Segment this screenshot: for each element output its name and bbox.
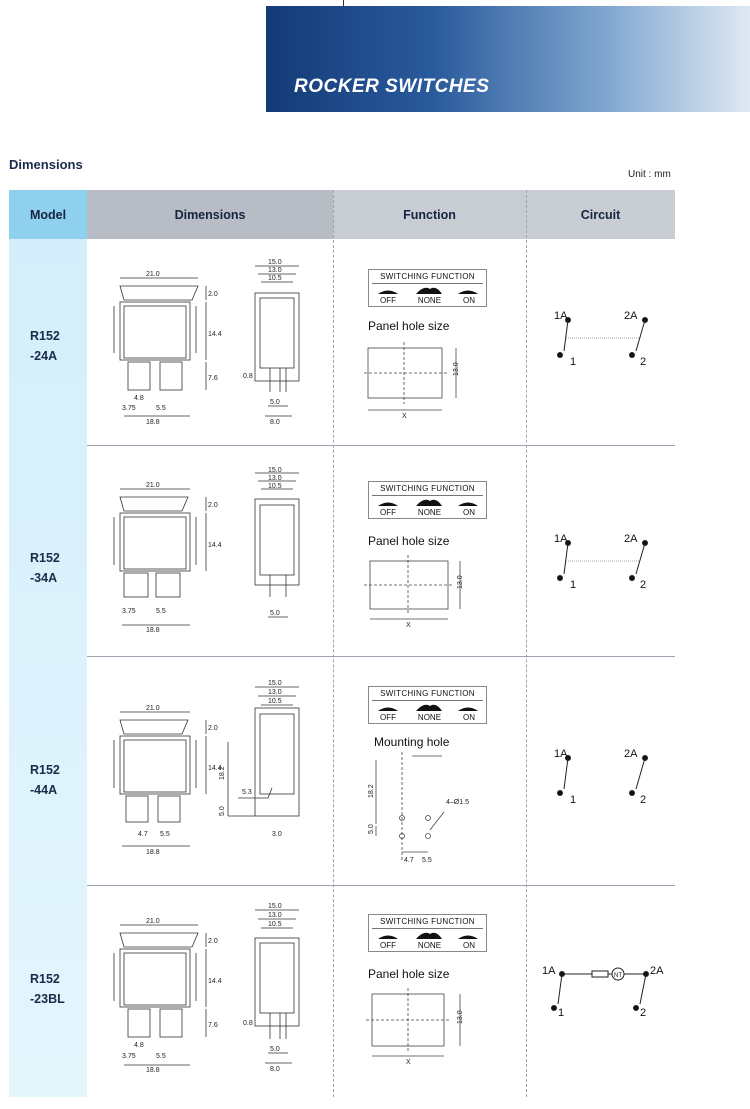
row-divider <box>87 445 675 446</box>
dim-side-b: 5.0 <box>219 806 226 816</box>
dim-width: 21.0 <box>146 482 160 489</box>
dim-total: 18.8 <box>146 419 160 426</box>
switching-function-box <box>368 269 487 307</box>
model-line2: -34A <box>30 571 58 585</box>
terminal-1a: 1A <box>554 533 568 545</box>
header-function: Function <box>333 190 526 239</box>
panel-hole-label: Panel hole size <box>368 967 450 981</box>
row-divider <box>87 885 675 886</box>
dim-width: 21.0 <box>146 271 160 278</box>
label-off: OFF <box>379 713 396 722</box>
mount-w1: 4.7 <box>404 857 414 864</box>
switching-function-box <box>368 914 487 952</box>
row-divider <box>87 656 675 657</box>
hole-x: X <box>406 1059 411 1066</box>
dimension-drawing-front-side <box>110 467 325 632</box>
label-off: OFF <box>379 508 396 517</box>
model-line2: -24A <box>30 349 58 363</box>
mount-w2: 5.5 <box>422 857 432 864</box>
model-name-r152-34a <box>30 548 60 588</box>
model-line1: R152 <box>30 972 60 986</box>
label-none: NONE <box>417 941 442 950</box>
hole-height: 13.0 <box>457 575 464 589</box>
dim-h2: 14.4 <box>208 542 222 549</box>
dim-total: 18.8 <box>146 1067 160 1074</box>
terminal-1: 1 <box>558 1007 565 1019</box>
dim-b1: 4.7 <box>138 831 148 838</box>
panel-hole-drawing <box>362 988 472 1066</box>
terminal-2a: 2A <box>624 533 638 545</box>
dim-s5: 8.0 <box>270 419 280 426</box>
mounting-hole-label: Mounting hole <box>374 735 450 749</box>
model-name-r152-44a <box>30 760 60 800</box>
switching-function-title: SWITCHING FUNCTION <box>380 484 475 493</box>
terminal-2: 2 <box>640 356 647 368</box>
dim-h3: 7.6 <box>208 375 218 382</box>
header-model: Model <box>9 190 87 239</box>
label-on: ON <box>463 508 475 517</box>
dim-b1: 4.8 <box>134 1042 144 1049</box>
dim-s3: 10.5 <box>268 698 282 705</box>
terminal-1a: 1A <box>554 310 568 322</box>
section-title: Dimensions <box>9 157 83 172</box>
terminal-1a: 1A <box>554 748 568 760</box>
rocker-positions-icon <box>372 702 483 712</box>
panel-hole-label: Panel hole size <box>368 319 450 333</box>
label-on: ON <box>463 941 475 950</box>
dim-s1: 15.0 <box>268 903 282 910</box>
terminal-2a: 2A <box>650 965 664 977</box>
rocker-positions-icon <box>372 497 483 507</box>
divider <box>372 928 483 929</box>
hole-height: 13.0 <box>457 1010 464 1024</box>
circuit-diagram-with-lamp <box>540 958 670 1028</box>
dim-b2: 3.75 <box>122 1053 136 1060</box>
dim-s4: 5.0 <box>270 399 280 406</box>
dim-h2: 14.4 <box>208 978 222 985</box>
dim-s3: 10.5 <box>268 483 282 490</box>
switching-function-box <box>368 686 487 724</box>
dim-h1: 2.0 <box>208 291 218 298</box>
switching-function-title: SWITCHING FUNCTION <box>380 917 475 926</box>
dim-h1: 2.0 <box>208 938 218 945</box>
dim-h2: 14.4 <box>208 765 222 772</box>
lamp-label: NT <box>614 973 622 979</box>
label-none: NONE <box>417 508 442 517</box>
label-none: NONE <box>417 713 442 722</box>
terminal-1a: 1A <box>542 965 556 977</box>
label-none: NONE <box>417 296 442 305</box>
unit-label: Unit : mm <box>628 169 671 180</box>
dim-s1: 15.0 <box>268 467 282 474</box>
divider <box>372 495 483 496</box>
model-line2: -44A <box>30 783 58 797</box>
dim-b3: 5.5 <box>156 1053 166 1060</box>
panel-hole-drawing <box>362 555 472 630</box>
terminal-2: 2 <box>640 579 647 591</box>
dim-h3: 7.6 <box>208 1022 218 1029</box>
dim-s4: 5.0 <box>270 1046 280 1053</box>
dim-s5: 8.0 <box>270 1066 280 1073</box>
terminal-2a: 2A <box>624 748 638 760</box>
hole-x: X <box>406 622 411 629</box>
dim-h2: 14.4 <box>208 331 222 338</box>
header-circuit: Circuit <box>526 190 675 239</box>
column-divider <box>333 190 334 1097</box>
dim-h1: 2.0 <box>208 502 218 509</box>
switching-function-title: SWITCHING FUNCTION <box>380 272 475 281</box>
dimension-drawing-front-side <box>110 258 325 428</box>
dim-h1: 2.0 <box>208 725 218 732</box>
dim-b3: 5.5 <box>160 831 170 838</box>
mount-height-2: 5.0 <box>368 824 375 834</box>
terminal-2a: 2A <box>624 310 638 322</box>
label-on: ON <box>463 296 475 305</box>
mounting-hole-drawing <box>362 752 482 867</box>
model-line1: R152 <box>30 763 60 777</box>
mount-diameter: 4–Ø1.5 <box>446 799 469 806</box>
dim-s2: 13.0 <box>268 912 282 919</box>
dim-b3: 5.5 <box>156 608 166 615</box>
column-divider <box>526 190 527 1097</box>
dim-s2: 13.0 <box>268 267 282 274</box>
dim-b1: 4.8 <box>134 395 144 402</box>
model-name-r152-23bl <box>30 969 65 1009</box>
circuit-diagram <box>540 305 670 375</box>
header-dimensions: Dimensions <box>87 190 333 239</box>
dim-s3: 10.5 <box>268 921 282 928</box>
label-off: OFF <box>379 941 396 950</box>
rocker-positions-icon <box>372 930 483 940</box>
dim-width: 21.0 <box>146 918 160 925</box>
dim-b3: 5.5 <box>156 405 166 412</box>
panel-hole-drawing <box>362 340 472 420</box>
dim-b2: 3.75 <box>122 405 136 412</box>
model-name-r152-24a <box>30 326 60 366</box>
terminal-1: 1 <box>570 356 577 368</box>
switching-function-title: SWITCHING FUNCTION <box>380 689 475 698</box>
model-line2: -23BL <box>30 992 65 1006</box>
dim-side-h: 18.2 <box>219 766 226 780</box>
dim-side-a: 5.3 <box>242 789 252 796</box>
dim-s1: 15.0 <box>268 259 282 266</box>
dim-width: 21.0 <box>146 705 160 712</box>
divider <box>372 283 483 284</box>
model-line1: R152 <box>30 551 60 565</box>
banner-title: ROCKER SWITCHES <box>294 76 490 97</box>
header-banner <box>266 6 750 112</box>
panel-hole-label: Panel hole size <box>368 534 450 548</box>
hole-x: X <box>402 413 407 420</box>
switching-function-box <box>368 481 487 519</box>
terminal-2: 2 <box>640 794 647 806</box>
terminal-1: 1 <box>570 794 577 806</box>
circuit-diagram <box>540 743 670 813</box>
dim-s4: 3.0 <box>272 831 282 838</box>
model-line1: R152 <box>30 329 60 343</box>
dim-s2: 13.0 <box>268 475 282 482</box>
dim-s1: 15.0 <box>268 680 282 687</box>
rocker-positions-icon <box>372 285 483 295</box>
terminal-2: 2 <box>640 1007 647 1019</box>
mount-height: 18.2 <box>368 784 375 798</box>
dimension-drawing-front-side <box>110 903 325 1075</box>
dim-s3: 10.5 <box>268 275 282 282</box>
terminal-1: 1 <box>570 579 577 591</box>
label-off: OFF <box>379 296 396 305</box>
dim-total: 18.8 <box>146 627 160 632</box>
dim-side: 0.8 <box>243 1020 253 1027</box>
dim-s2: 13.0 <box>268 689 282 696</box>
circuit-diagram <box>540 528 670 598</box>
dimension-drawing-front-side <box>110 680 325 855</box>
dim-side: 0.8 <box>243 373 253 380</box>
dim-s4: 5.0 <box>270 610 280 617</box>
hole-height: 13.0 <box>453 362 460 376</box>
divider <box>372 700 483 701</box>
label-on: ON <box>463 713 475 722</box>
dim-b2: 3.75 <box>122 608 136 615</box>
dim-total: 18.8 <box>146 849 160 855</box>
